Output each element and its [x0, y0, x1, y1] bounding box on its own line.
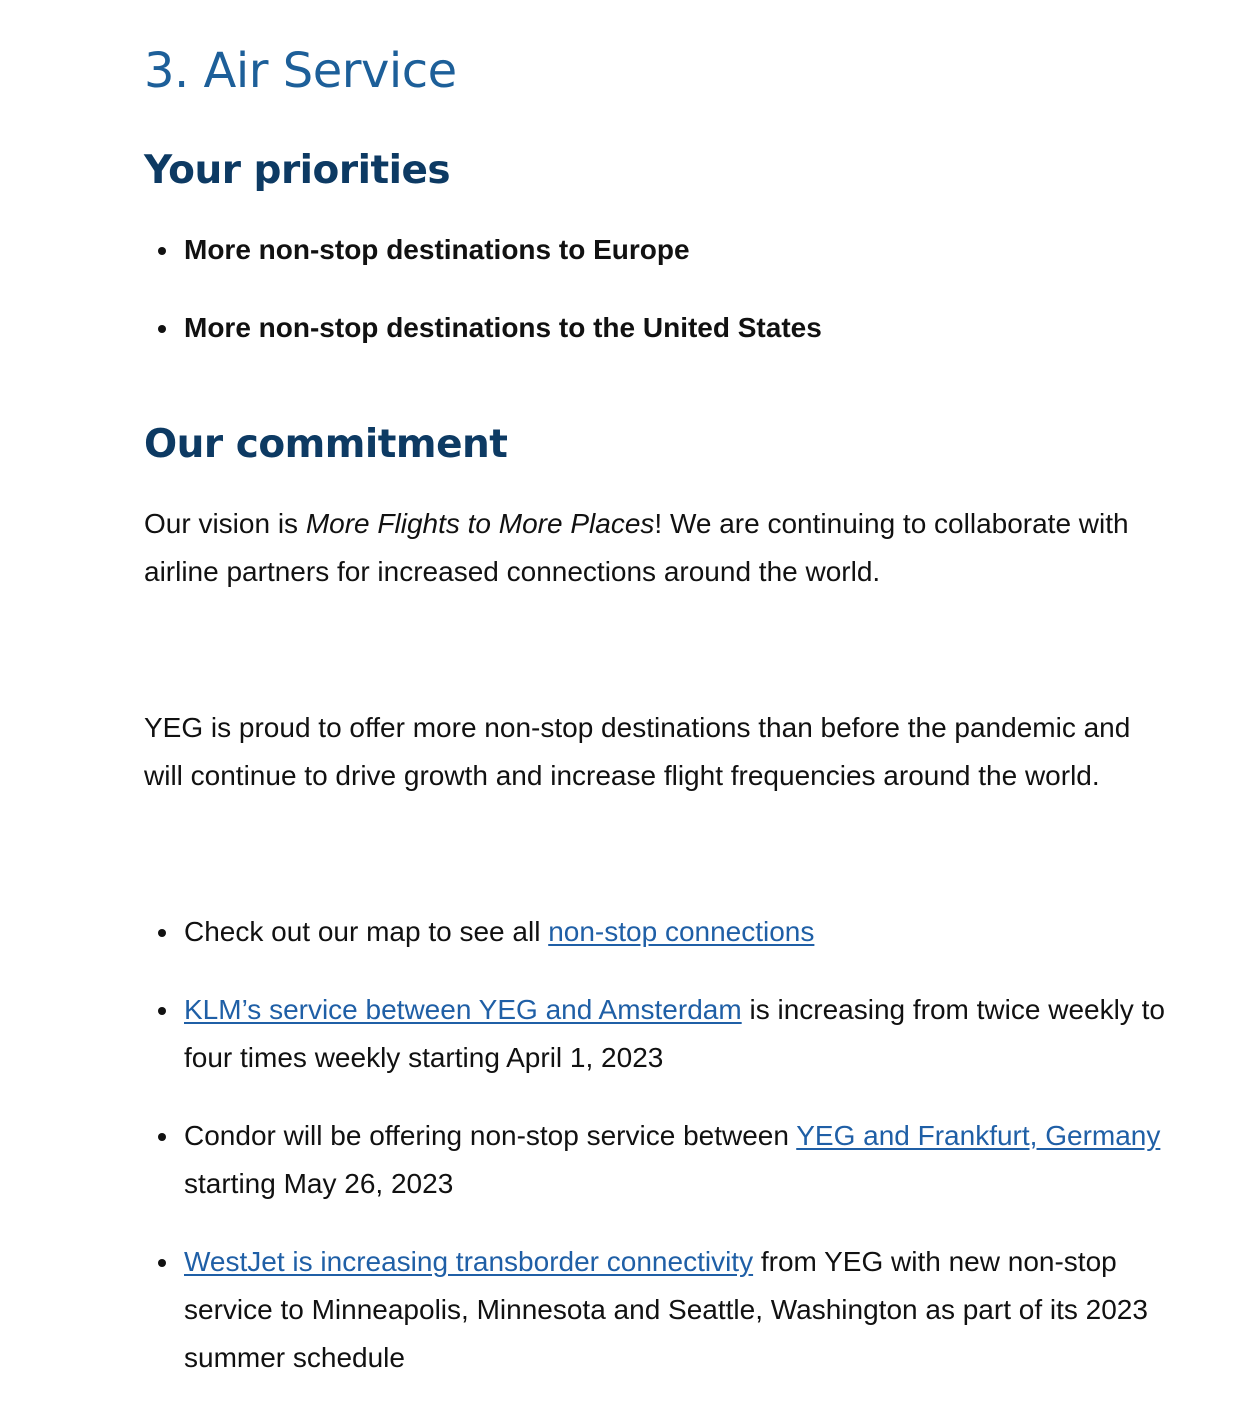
connections-item-condor: [144, 1112, 1184, 1208]
yeg-paragraph: YEG is proud to offer more non-stop destinations than before the pandemic and will continue to drive growth and increase flight frequencies around the world.: [144, 712, 1131, 791]
item-text-after: starting May 26, 2023: [184, 1168, 454, 1199]
item-text-before: Condor will be offering non-stop service between: [184, 1120, 797, 1151]
priorities-list: [144, 226, 1184, 382]
vision-emphasis: More Flights to More Places: [305, 508, 655, 539]
vision-text-after: ! We are continuing to collaborate with airline partners for increased connections around the world.: [144, 508, 1129, 587]
priority-item-united-states: More non-stop destinations to the United States: [144, 304, 1184, 352]
connections-item-map: [144, 908, 1184, 956]
non-stop-connections-link[interactable]: non-stop connections: [548, 916, 815, 947]
item-text-after: is increasing from twice weekly to four times weekly starting April 1, 2023: [184, 994, 1165, 1073]
priority-item-europe: More non-stop destinations to Europe: [144, 226, 1184, 274]
priorities-heading: Your priorities: [144, 148, 451, 193]
yeg-frankfurt-link[interactable]: YEG and Frankfurt, Germany: [796, 1120, 1161, 1151]
vision-text-before: Our vision is: [144, 508, 306, 539]
klm-amsterdam-link[interactable]: KLM’s service between YEG and Amsterdam: [184, 994, 742, 1025]
connections-item-klm: [144, 986, 1184, 1082]
item-text-after: from YEG with new non-stop service to Minneapolis, Minnesota and Seattle, Washington as part of its 2023 summer schedule: [184, 1246, 1148, 1373]
commitment-heading: Our commitment: [144, 422, 508, 467]
vision-paragraph: [144, 500, 1154, 596]
connections-item-westjet: [144, 1238, 1184, 1382]
section-title: 3. Air Service: [144, 43, 457, 99]
item-text-before: Check out our map to see all: [184, 916, 549, 947]
connections-list: [144, 908, 1184, 1412]
westjet-transborder-link[interactable]: WestJet is increasing transborder connectivity: [184, 1246, 754, 1277]
